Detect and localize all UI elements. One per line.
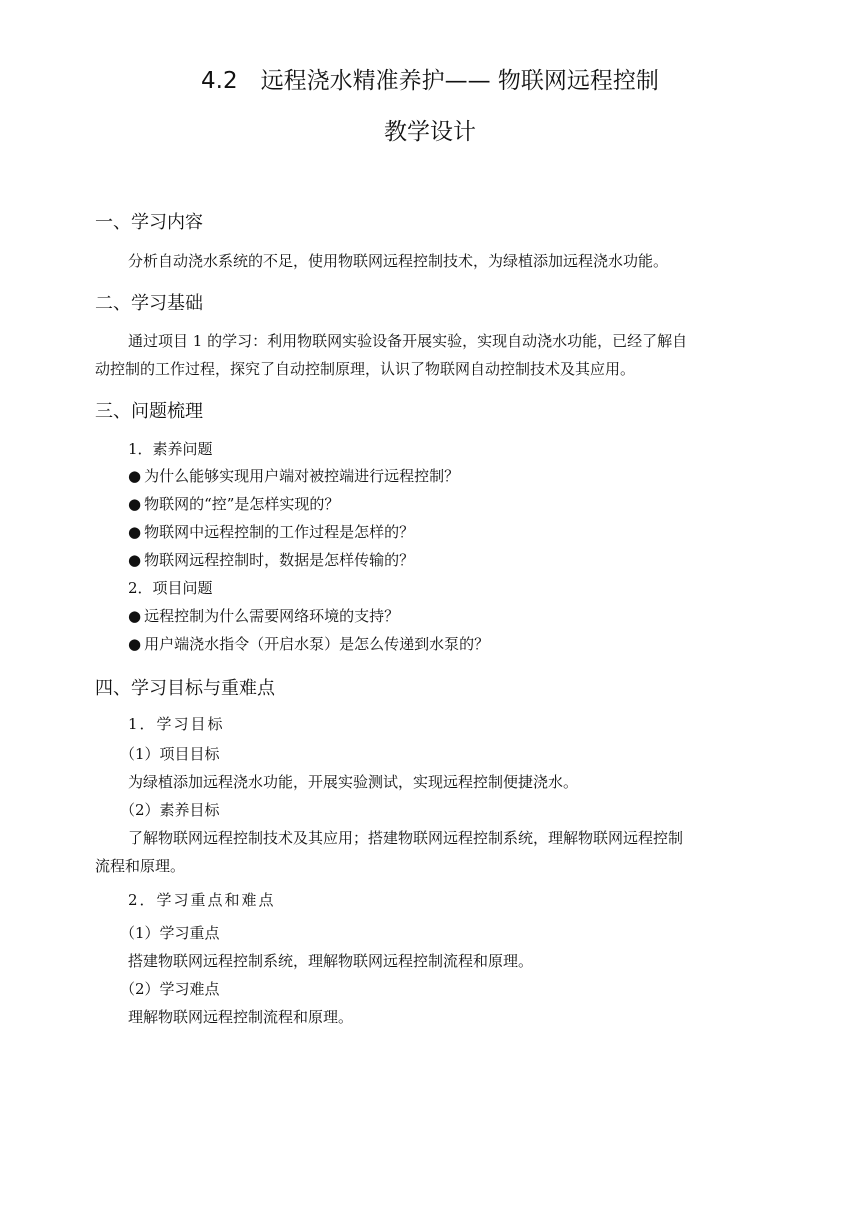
item-label: （2）学习难点 bbox=[120, 980, 220, 998]
subheading: 2．项目问题 bbox=[128, 579, 213, 597]
paragraph-line: 通过项目 1 的学习：利用物联网实验设备开展实验，实现自动浇水功能，已经了解自 bbox=[128, 332, 688, 350]
paragraph: 搭建物联网远程控制系统，理解物联网远程控制流程和原理。 bbox=[128, 952, 534, 970]
item-label: （1）项目目标 bbox=[120, 745, 220, 763]
document-subtitle: 教学设计 bbox=[384, 119, 476, 145]
bullet-item: ● 远程控制为什么需要网络环境的支持？ bbox=[128, 605, 399, 626]
subheading: 2．学习重点和难点 bbox=[128, 891, 276, 909]
bullet-item: ● 物联网远程控制时，数据是怎样传输的？ bbox=[128, 549, 414, 570]
section-heading-basis: 二、学习基础 bbox=[95, 293, 203, 314]
section-heading-objectives: 四、学习目标与重难点 bbox=[95, 678, 275, 699]
paragraph-line: 动控制的工作过程，探究了自动控制原理，认识了物联网自动控制技术及其应用。 bbox=[95, 360, 636, 378]
paragraph: 分析自动浇水系统的不足，使用物联网远程控制技术，为绿植添加远程浇水功能。 bbox=[128, 252, 669, 270]
bullet-item: ● 物联网的“控”是怎样实现的？ bbox=[128, 493, 339, 514]
paragraph-line: 了解物联网远程控制技术及其应用；搭建物联网远程控制系统，理解物联网远程控制 bbox=[128, 829, 684, 847]
bullet-item: ● 物联网中远程控制的工作过程是怎样的？ bbox=[128, 521, 414, 542]
document-title: 4.2 远程浇水精准养护—— 物联网远程控制 bbox=[201, 68, 659, 94]
subheading: 1．学习目标 bbox=[128, 715, 225, 733]
item-label: （2）素养目标 bbox=[120, 801, 220, 819]
subheading: 1．素养问题 bbox=[128, 440, 213, 458]
bullet-item: ● 为什么能够实现用户端对被控端进行远程控制？ bbox=[128, 465, 459, 486]
bullet-item: ● 用户端浇水指令（开启水泵）是怎么传递到水泵的？ bbox=[128, 633, 489, 654]
paragraph: 理解物联网远程控制流程和原理。 bbox=[128, 1008, 354, 1026]
paragraph: 为绿植添加远程浇水功能，开展实验测试，实现远程控制便捷浇水。 bbox=[128, 773, 579, 791]
section-heading-content: 一、学习内容 bbox=[95, 212, 203, 233]
paragraph-line: 流程和原理。 bbox=[95, 857, 186, 875]
section-heading-questions: 三、问题梳理 bbox=[95, 401, 203, 422]
item-label: （1）学习重点 bbox=[120, 924, 220, 942]
